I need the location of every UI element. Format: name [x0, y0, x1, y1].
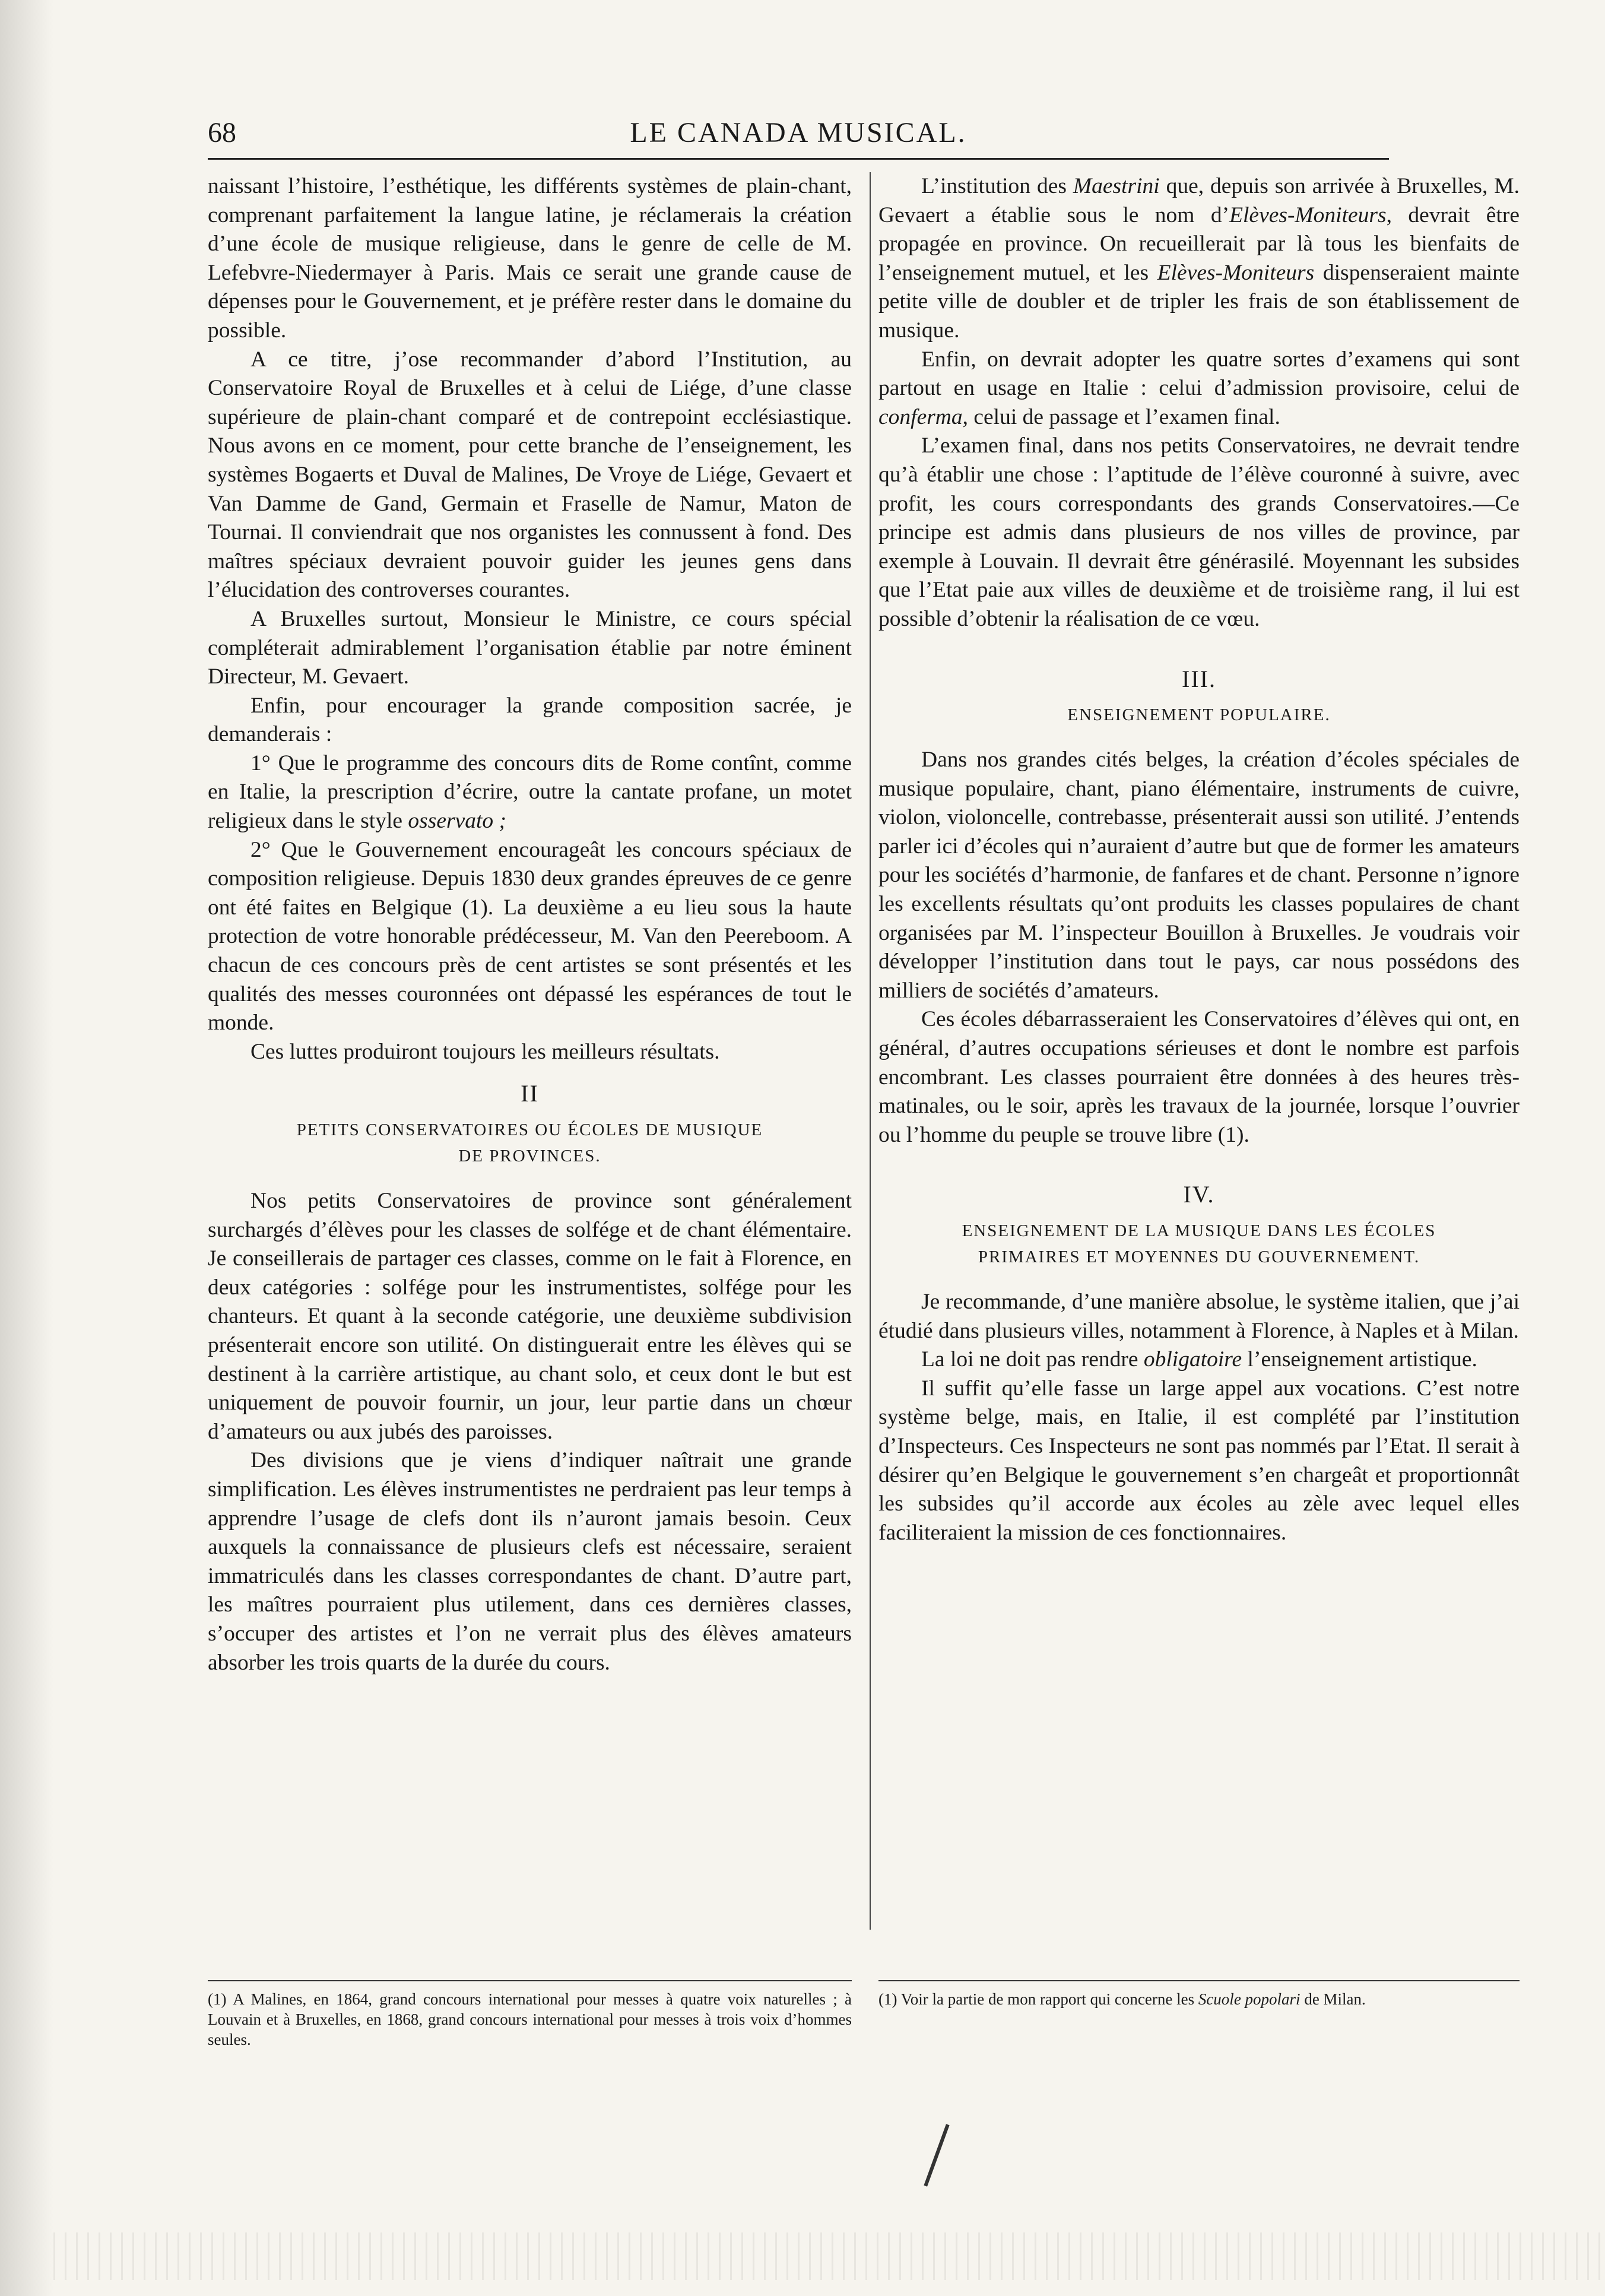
page-number: 68 — [208, 117, 236, 148]
paragraph: Dans nos grandes cités belges, la création d’écoles spéciales de musique populaire, chant, piano élémentaire, instruments de cuivre, violon, violoncelle, contrebasse, présenterait aussi son utilité. J’entends parler ici d’écoles qui n’auraient d’autre but que de former les amateurs pour les sociétés d’harmonie, de fanfares et de chant. Personne n’ignore les excellents résultats qu’ont produits les classes populaires de chant organisées par M. l’inspecteur Bouillon à Bruxelles. Je voudrais voir développer l’institution dans tout le pays, car nous possédons des milliers de sociétés d’amateurs. — [878, 748, 1520, 1003]
paragraph: A Bruxelles surtout, Monsieur le Ministre, ce cours spécial compléterait admirablement l’organisation établie par notre éminent Directeur, M. Gevaert. — [208, 606, 852, 689]
italic-term: Scuole popolari — [1198, 1990, 1301, 2008]
section-numeral-iv: IV. — [1183, 1181, 1215, 1208]
spacer — [878, 1149, 1520, 1167]
paragraph: L’examen final, dans nos petits Conservatoires, ne devrait tendre qu’à établir une chose : l’aptitude de l’élève couronné à suivre, avec profit, les cours correspondants des grands Conservatoires.—Ce principe est admis dans plusieurs de nos villes de province, par exemple à Louvain. Il devrait être générasilé. Moyennant les subsides que l’Etat paie aux villes de deuxième et de troisième rang, il lui est possible d’obtenir la réalisation de ce vœu. — [878, 433, 1520, 631]
paragraph: 2° Que le Gouvernement encourageât les concours spéciaux de composition religieuse. Depuis 1830 deux grandes épreuves de ce genre ont été faites en Belgique (1). La deuxième a eu lieu sous la haute protection de votre honorable prédécesseur, M. Van den Peereboom. A chacun de ces concours près de cent artistes se sont présentés et les qualités des messes couronnées ont dépassé les espérances de tout le monde. — [208, 837, 852, 1035]
paragraph — [878, 346, 1520, 432]
binding-shadow — [0, 0, 53, 2296]
italic-term: conferma — [878, 404, 963, 429]
paragraph: A ce titre, j’ose recommander d’abord l’Institution, au Conservatoire Royal de Bruxelles et à celui de Liége, d’une classe supérieure de plain-chant comparé et de contrepoint ecclésiastique. Nous avons en ce moment, pour cette branche de l’enseignement, les systèmes Bogaerts et Duval de Malines, De Vroye de Liége, Gevaert et Van Damme de Gand, Germain et Fraselle de Namur, Maton de Tournai. Il conviendrait que nos organistes les connussent à fond. Des maîtres spéciaux devraient pouvoir guider les jeunes gens dans l’élucidation des controverses courantes. — [208, 347, 852, 603]
running-title: LE CANADA MUSICAL. — [630, 117, 967, 148]
spacer — [878, 634, 1520, 652]
italic-term: obligatoire — [1143, 1347, 1242, 1372]
paragraph-text: Enfin, on devrait adopter les quatre sortes d’examens qui sont partout en usage en Italie : celui d’admission provisoire, celui de — [878, 347, 1520, 401]
footnote-rule-right — [878, 1980, 1520, 1981]
header-rule — [208, 158, 1389, 160]
stray-ink-mark — [924, 2124, 949, 2186]
footnote-rule-left — [208, 1980, 852, 1981]
paragraph — [208, 749, 852, 836]
column-divider — [870, 172, 871, 1930]
paragraph: Je recommande, d’une manière absolue, le système italien, que j’ai étudié dans plusieurs villes, notamment à Florence, à Naples et à Milan. — [878, 1290, 1520, 1343]
section-heading-iv — [878, 1218, 1520, 1270]
page-header — [208, 116, 1389, 152]
paragraph-text: La loi ne doit pas rendre — [921, 1347, 1144, 1372]
paragraph-text: 1° Que le programme des concours dits de Rome contînt, comme en Italie, la prescription d’écrire, outre la cantate profane, un motet religieux dans le style — [208, 750, 852, 834]
paragraph: Enfin, pour encourager la grande composition sacrée, je demanderais : — [208, 693, 852, 747]
footnote-left: (1) A Malines, en 1864, grand concours international pour messes à quatre voix naturelles ; à Louvain et à Bruxelles, en 1868, grand concours international pour messes à trois voix d’hommes seules. — [208, 1990, 852, 2048]
italic-term: Elèves-Moniteurs — [1229, 202, 1387, 227]
section-heading-line: PRIMAIRES ET MOYENNES DU GOUVERNEMENT. — [978, 1247, 1420, 1266]
paragraph: Il suffit qu’elle fasse un large appel aux vocations. C’est notre système belge, mais, en Italie, il est complété par l’institution d’Inspecteurs. Ces Inspecteurs ne sont pas nommés par l’Etat. Il serait à désirer qu’en Belgique le gouvernement s’en chargeât et proportionnât les subsides qu’il accorde aux écoles au zèle avec lequel elles faciliteraient la mission de ces fonctionnaires. — [878, 1376, 1520, 1545]
paragraph-text: dispenseraient mainte petite ville de doubler et de tripler les frais de son établissement de musique. — [878, 260, 1520, 343]
paragraph-text: que, depuis son arrivée à Bruxelles, M. Gevaert a établie sous le nom d’ — [878, 174, 1520, 227]
section-heading-line: DE PROVINCES. — [458, 1147, 601, 1166]
paragraph: naissant l’histoire, l’esthétique, les différents systèmes de plain-chant, comprenant parfaitement la langue latine, je réclamerais la création d’une école de musique religieuse, dans le genre de celle de M. Lefebvre-Niedermayer à Paris. Mais ce serait une grande cause de dépenses pour le Gouvernement, et je préfère rester dans le domaine du possible. — [208, 174, 852, 343]
section-heading-line: PETITS CONSERVATOIRES OU ÉCOLES DE MUSIQUE — [296, 1120, 763, 1139]
paragraph-text: , devrait être propagée en province. On recueillerait par là tous les bienfaits de l’enseignement mutuel, et les — [878, 202, 1520, 285]
paragraph-text: , celui de passage et l’examen final. — [962, 404, 1280, 429]
section-heading-ii — [208, 1117, 852, 1169]
section-numeral-iii: III. — [1182, 665, 1216, 692]
footnote-text: (1) Voir la partie de mon rapport qui concerne les — [878, 1990, 1198, 2008]
right-column — [878, 172, 1520, 1547]
paragraph: Ces luttes produiront toujours les meilleurs résultats. — [250, 1039, 720, 1064]
scan-noise — [53, 2232, 1605, 2280]
paragraph — [878, 172, 1520, 346]
italic-term: osservato ; — [408, 809, 507, 834]
paragraph — [878, 1345, 1520, 1375]
left-column — [208, 172, 852, 1677]
footnote-right — [878, 1989, 1520, 2009]
section-heading-line: ENSEIGNEMENT DE LA MUSIQUE DANS LES ÉCOLES — [962, 1221, 1436, 1240]
paragraph-text: l’enseignement artistique. — [1242, 1347, 1477, 1372]
paragraph: Ces écoles débarrasseraient les Conservatoires d’élèves qui ont, en général, d’autres occupations sérieuses et dont le nombre est parfois encombrant. Les classes pourraient être données à des heures très-matinales, ou le soir, après les travaux de la journée, lorsque l’ouvrier ou l’homme du peuple se trouve libre (1). — [878, 1007, 1520, 1147]
section-numeral-ii: II — [521, 1080, 539, 1107]
paragraph: Des divisions que je viens d’indiquer naîtrait une grande simplification. Les élèves instrumentistes ne perdraient pas leur temps à apprendre l’usage de clefs dont ils n’auront jamais besoin. Ceux auxquels la connaissance de plusieurs clefs est nécessaire, seraient immatriculés dans les classes correspondantes de chant. D’autre part, les maîtres pourraient plus utilement, dans ces dernières classes, s’occuper des artistes et l’on ne verrait plus des élèves amateurs absorber les trois quarts de la durée du cours. — [208, 1448, 852, 1675]
footnote-text: de Milan. — [1300, 1990, 1366, 2008]
italic-term: Elèves-Moniteurs — [1157, 260, 1315, 285]
italic-term: Maestrini — [1073, 174, 1160, 198]
paragraph-text: L’institution des — [921, 174, 1073, 198]
paragraph: Nos petits Conservatoires de province sont généralement surchargés d’élèves pour les classes de solfége et de chant élémentaire. Je conseillerais de partager ces classes, comme on le fait à Florence, en deux catégories : solfége pour les instrumentistes, solfége pour les chanteurs. Et quant à la seconde catégorie, une deuxième subdivision présenterait encore son utilité. On distinguerait entre les élèves qui se destinent à la carrière artistique, au chant solo, et ceux dont le but est uniquement de pouvoir fournir, un jour, leur partie dans un chœur d’amateurs ou aux jubés des paroisses. — [208, 1189, 852, 1444]
section-heading-iii: ENSEIGNEMENT POPULAIRE. — [1067, 705, 1331, 725]
